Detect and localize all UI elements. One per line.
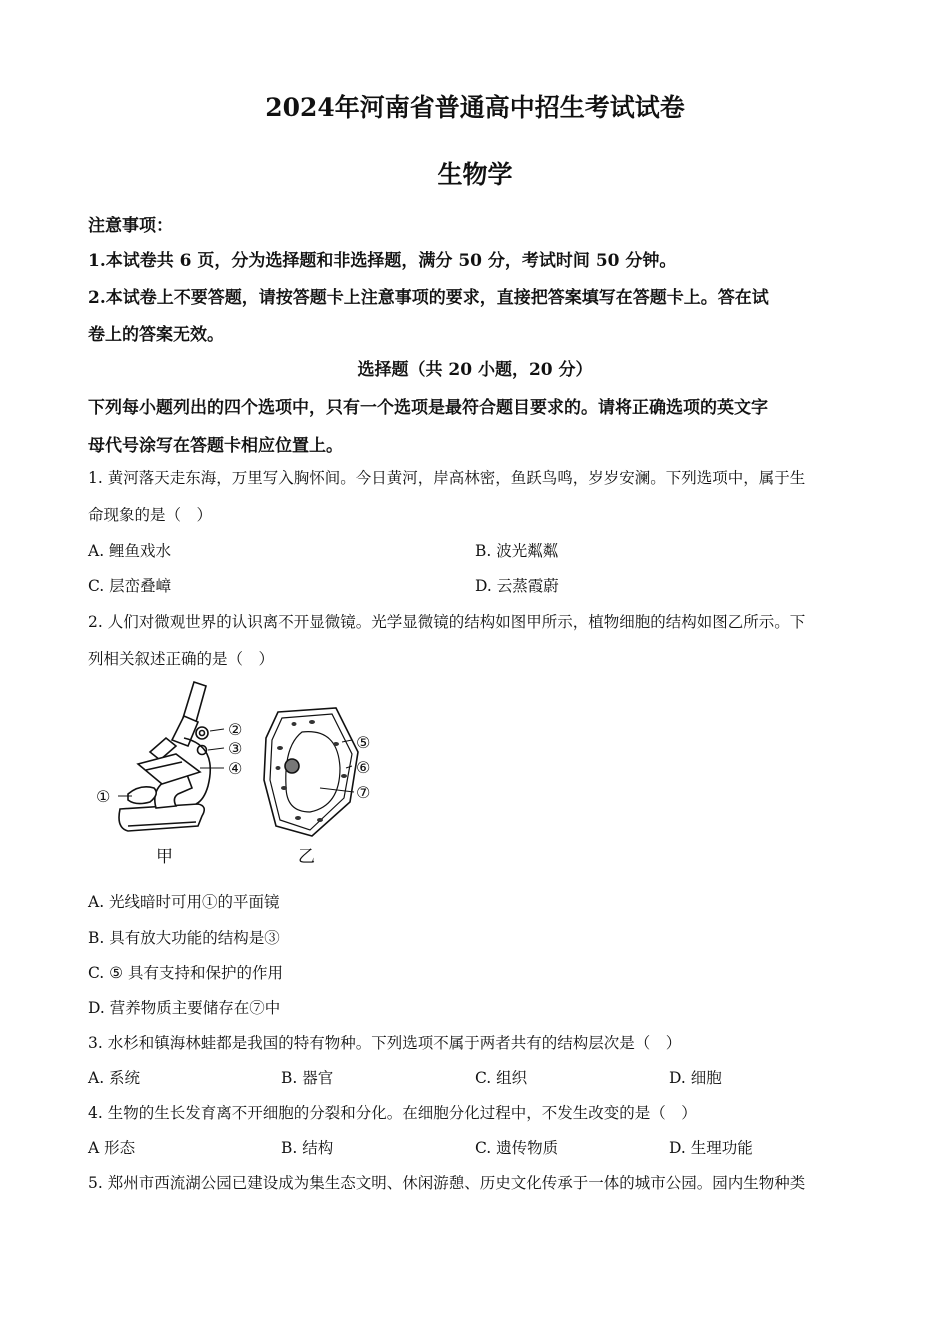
microscope-drawing xyxy=(119,682,210,831)
section-instruction-line-1: 下列每小题列出的四个选项中，只有一个选项是最符合题目要求的。请将正确选项的英文字 xyxy=(88,398,768,418)
figure-label-2: ② xyxy=(228,720,243,739)
question-1-option-a: A. 鲤鱼戏水 xyxy=(88,542,172,560)
question-2-option-a: A. 光线暗时可用①的平面镜 xyxy=(88,893,280,911)
figure-caption-yi: 乙 xyxy=(298,847,315,866)
question-3-option-a: A. 系统 xyxy=(88,1069,141,1087)
question-1-option-b: B. 波光粼粼 xyxy=(475,542,559,560)
question-1-option-d: D. 云蒸霞蔚 xyxy=(475,577,559,595)
question-1-option-c: C. 层峦叠嶂 xyxy=(88,577,172,595)
question-2-stem-line-1: 2. 人们对微观世界的认识离不开显微镜。光学显微镜的结构如图甲所示，植物细胞的结构如图乙所示。下 xyxy=(88,613,806,631)
question-2-option-c: C. ⑤ 具有支持和保护的作用 xyxy=(88,964,283,982)
subject-title: 生物学 xyxy=(437,160,513,189)
question-4-option-a: A 形态 xyxy=(88,1139,136,1157)
question-1-stem-line-2: 命现象的是（ ） xyxy=(88,506,213,524)
question-4-option-b: B. 结构 xyxy=(281,1139,334,1157)
question-3-option-b: B. 器官 xyxy=(281,1069,334,1087)
question-5-stem-line-1: 5. 郑州市西流湖公园已建设成为集生态文明、休闲游憩、历史文化传承于一体的城市公园。园内生物种类 xyxy=(88,1174,806,1192)
question-1-stem-line-1: 1. 黄河落天走东海，万里写入胸怀间。今日黄河，岸高林密，鱼跃鸟鸣，岁岁安澜。下列选项中，属于生 xyxy=(88,469,806,487)
question-4-option-d: D. 生理功能 xyxy=(669,1139,753,1157)
figure-label-3: ③ xyxy=(228,739,243,758)
question-2-option-d: D. 营养物质主要储存在⑦中 xyxy=(88,999,281,1017)
figure-label-7: ⑦ xyxy=(356,783,371,802)
question-3-stem: 3. 水杉和镇海林蛙都是我国的特有物种。下列选项不属于两者共有的结构层次是（ ） xyxy=(88,1034,682,1052)
figure-caption-jia: 甲 xyxy=(156,847,173,866)
plant-cell-drawing xyxy=(264,708,358,836)
question-4-stem: 4. 生物的生长发育离不开细胞的分裂和分化。在细胞分化过程中，不发生改变的是（ ） xyxy=(88,1104,697,1122)
section-instruction-line-2: 母代号涂写在答题卡相应位置上。 xyxy=(88,436,343,456)
figure-label-1: ① xyxy=(96,787,111,806)
question-3-option-d: D. 细胞 xyxy=(669,1069,722,1087)
section-title: 选择题（共 20 小题，20 分） xyxy=(357,360,593,380)
notice-heading: 注意事项： xyxy=(88,216,173,236)
notice-item-2-line-2: 卷上的答案无效。 xyxy=(88,325,224,345)
notice-item-2-line-1: 2.本试卷上不要答题，请按答题卡上注意事项的要求，直接把答案填写在答题卡上。答在试 xyxy=(88,288,769,308)
figure-label-4: ④ xyxy=(228,759,243,778)
question-3-option-c: C. 组织 xyxy=(475,1069,528,1087)
figure-label-5: ⑤ xyxy=(356,733,371,752)
exam-title: 2024年河南省普通高中招生考试试卷 xyxy=(265,93,685,122)
question-2-option-b: B. 具有放大功能的结构是③ xyxy=(88,929,280,947)
question-2-stem-line-2: 列相关叙述正确的是（ ） xyxy=(88,650,275,668)
question-4-option-c: C. 遗传物质 xyxy=(475,1139,559,1157)
microscope-and-cell-figure xyxy=(88,676,388,866)
figure-label-6: ⑥ xyxy=(356,758,371,777)
notice-item-1: 1.本试卷共 6 页，分为选择题和非选择题，满分 50 分，考试时间 50 分钟。 xyxy=(88,251,677,271)
